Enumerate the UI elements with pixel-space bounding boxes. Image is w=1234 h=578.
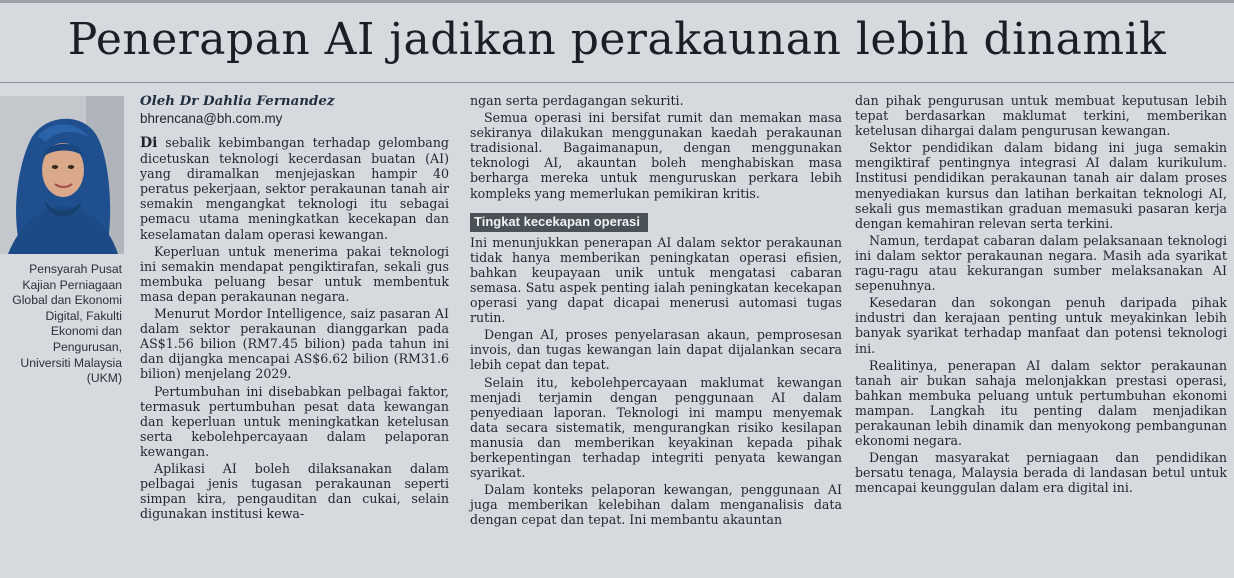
author-photo [0, 96, 124, 254]
paragraph: Dalam konteks pelaporan kewangan, penggunaan AI juga memberikan kelebihan dalam menganalisis data dengan cepat dan tepat. Ini membantu akauntan [470, 482, 842, 528]
lead-paragraph [140, 135, 449, 242]
paragraph: Dengan AI, proses penyelarasan akaun, pemprosesan invois, dan tugas kewangan lain dapat dijalankan secara lebih cepat dan tepat. [470, 327, 842, 373]
paragraph: ngan serta perdagangan sekuriti. [470, 93, 684, 108]
top-border [0, 0, 1234, 3]
author-caption: Pensyarah Pusat Kajian Perniagaan Global dan Ekonomi Digital, Fakulti Ekonomi dan Pengurusan, Universiti Malaysia (UKM) [12, 262, 122, 386]
paragraph: dan pihak pengurusan untuk membuat keputusan lebih tepat berdasarkan maklumat terkini, memberikan ketelusan dihargai dalam pengurusan kewangan. [855, 93, 1227, 139]
paragraph: Sektor pendidikan dalam bidang ini juga semakin mengiktiraf pentingnya integrasi AI dalam kurikulum. Institusi pendidikan perakaunan tanah air dalam proses menyediakan kursus dan latihan berkaitan teknologi AI, sekali gus memastikan graduan memasuki pasaran kerja dengan kemahiran relevan serta terkini. [855, 140, 1227, 231]
paragraph: Ini menunjukkan penerapan AI dalam sektor perakaunan tidak hanya memberikan peningkatan operasi efisien, bahkan keupayaan unik untuk mengatasi cabaran semasa. Satu aspek penting ialah peningkatan kecekapan operasi yang dapat dicapai menerusi automasi tugas rutin. [470, 234, 842, 326]
author-email: bhrencana@bh.com.my [140, 111, 283, 126]
paragraph: Kesedaran dan sokongan penuh daripada pihak industri dan kerajaan penting untuk meyakinkan lebih banyak syarikat terhadap manfaat dan potensi teknologi ini. [855, 295, 1227, 356]
headline-divider [0, 82, 1234, 83]
paragraph: Semua operasi ini bersifat rumit dan memakan masa sekiranya dilakukan menggunakan kaedah perakaunan tradisional. Bagaimanapun, dengan menggunakan teknologi AI, akauntan boleh menghabiskan masa berharga mereka untuk menguruskan perkara lebih kompleks yang memerlukan pemikiran kritis. [470, 110, 842, 201]
article-headline: Penerapan AI jadikan perakaunan lebih dinamik [67, 14, 1167, 65]
paragraph: Keperluan untuk menerima pakai teknologi ini semakin mendapat pengiktirafan, sekali gus membuka peluang besar untuk membentuk masa depan perakaunan negara. [140, 243, 449, 304]
paragraph: Namun, terdapat cabaran dalam pelaksanaan teknologi ini dalam sektor perakaunan negara. Masih ada syarikat ragu-ragu atau kekurangan sumber melaksanakan AI sepenuhnya. [855, 232, 1227, 294]
lead-text: sebalik kebimbangan terhadap gelombang dicetuskan teknologi kecerdasan buatan (AI) yang diramalkan menjejaskan hampir 40 peratus pekerjaan, sektor perakaunan tanah air semakin mengangkat teknologi itu sebagai pemacu utama meningkatkan kecekapan dan keselamatan dalam operasi kewangan. [140, 135, 449, 242]
paragraph: Selain itu, kebolehpercayaan maklumat kewangan menjadi terjamin dengan penggunaan AI dalam penyediaan laporan. Teknologi ini mampu menyemak data secara sistematik, mengurangkan risiko kesilapan manusia dan memberikan keyakinan kepada pihak berkepentingan terhadap integriti penyata kewangan syarikat. [470, 374, 842, 481]
paragraph: Dengan masyarakat perniagaan dan pendidikan bersatu tenaga, Malaysia berada di landasan betul untuk mencapai keunggulan dalam era digital ini. [855, 450, 1227, 496]
paragraph: Realitinya, penerapan AI dalam sektor perakaunan tanah air bukan sahaja melonjakkan prestasi operasi, bahkan membuka peluang untuk pertumbuhan ekonomi mampan. Langkah itu penting dalam menjadikan perakaunan lebih dinamik dan menyokong pembangunan ekonomi negara. [855, 357, 1227, 449]
paragraph: Pertumbuhan ini disebabkan pelbagai faktor, termasuk pertumbuhan pesat data kewangan dan keperluan untuk meningkatkan ketelusan serta kebolehpercayaan dalam pelaporan kewangan. [140, 383, 449, 459]
column-3 [855, 93, 1227, 497]
column-2 [470, 93, 842, 529]
paragraph: Menurut Mordor Intelligence, saiz pasaran AI dalam sektor perakaunan dianggarkan pada AS$1.56 bilion (RM7.45 bilion) pada tahun ini dan dijangka mencapai AS$6.62 bilion (RM31.6 bilion) menjelang 2029. [140, 306, 449, 382]
column-1 [140, 93, 449, 523]
section-subheading: Tingkat kecekapan operasi [470, 213, 648, 232]
byline: Oleh Dr Dahlia Fernandez [140, 93, 335, 109]
paragraph: Aplikasi AI boleh dilaksanakan dalam pelbagai jenis tugasan perakaunan seperti simpan kira, pengauditan dan cukai, selain digunakan institusi kewa- [140, 460, 449, 522]
lead-word: Di [140, 135, 158, 151]
